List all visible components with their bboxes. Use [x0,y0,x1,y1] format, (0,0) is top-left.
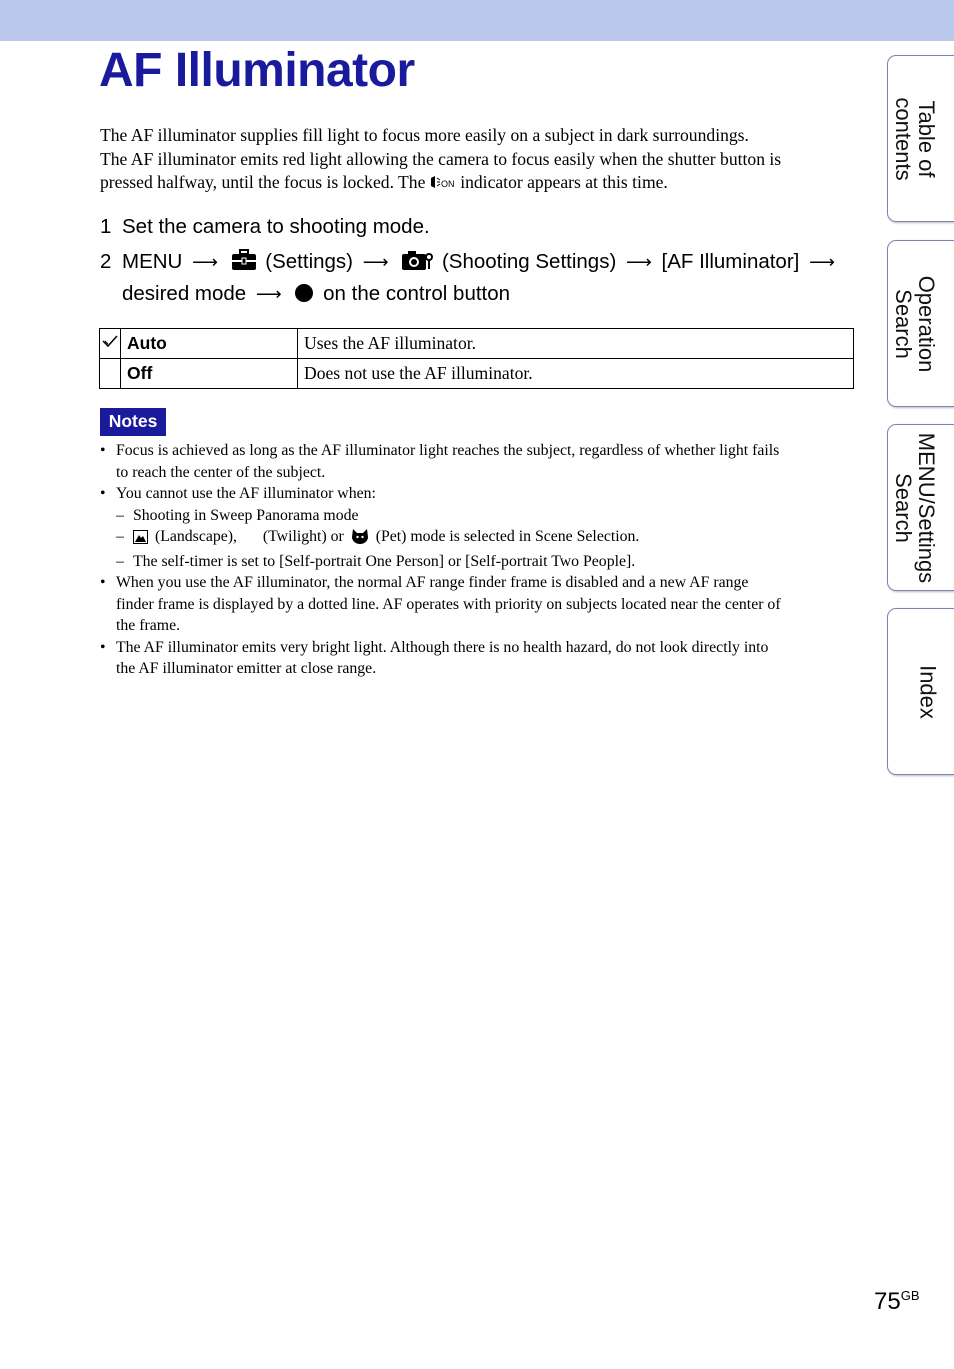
arrow-icon: ⟶ [362,252,389,272]
notes-list [100,440,854,680]
pet-icon [351,528,369,551]
option-description: Does not use the AF illuminator. [298,359,854,389]
page-title: AF Illuminator [99,44,415,97]
control-button-center-icon [294,282,314,311]
note-item: • You cannot use the AF illuminator when: [100,485,376,502]
step-number: 2 [100,250,112,273]
tab-label: Table of contents [891,96,939,181]
step-text [122,247,860,311]
step-2 [100,247,860,311]
twilight-moon-icon [244,529,256,551]
tab-label: MENU/Settings Search [891,432,939,583]
check-icon [102,335,118,352]
intro-text: pressed halfway, until the focus is locked. The [100,172,430,192]
step-1 [100,212,860,241]
tab-menu-settings-search[interactable] [887,424,954,591]
step-text: Set the camera to shooting mode. [122,215,430,238]
intro-text: indicator appears at this time. [455,172,668,192]
intro-line: The AF illuminator supplies fill light to focus more easily on a subject in dark surroundings. [100,125,749,145]
note-subitem: – The self-timer is set to [Self-portrait One Person] or [Self-portrait Two People]. [116,552,636,570]
mode-label: desired mode [122,282,247,305]
default-check-cell [100,329,121,359]
step-number: 1 [100,215,112,238]
arrow-icon: ⟶ [809,252,835,272]
shooting-settings-label: (Shooting Settings) [441,250,617,273]
menu-label: MENU [122,250,183,273]
control-label: on the control button [323,282,511,305]
tab-label: Index [915,664,941,719]
option-description: Uses the AF illuminator. [298,329,854,359]
notes-label: Notes [100,408,166,436]
note-subitem: – Shooting in Sweep Panorama mode [116,506,359,524]
intro-line [100,171,854,196]
tab-table-of-contents[interactable] [887,55,954,222]
check-cell [100,359,121,389]
note-item: • Focus is achieved as long as the AF illuminator light reaches the subject, regardless of whether light fails to reach the center of the subject. [100,442,780,481]
options-table [99,328,854,389]
note-item: • The AF illuminator emits very bright light. Although there is no health hazard, do not look directly into the AF illuminator emitter at close range. [100,638,769,677]
intro-paragraph [100,124,854,196]
arrow-icon: ⟶ [255,284,282,304]
option-name: Off [121,359,298,389]
table-row [100,329,854,359]
svg-text:ON: ON [440,179,455,190]
tab-index[interactable] [887,608,954,775]
tab-operation-search[interactable] [887,240,954,407]
settings-label: (Settings) [265,250,354,273]
toolbox-settings-icon [231,249,257,279]
tab-label: Operation Search [891,275,939,372]
note-item: • When you use the AF illuminator, the normal AF range finder frame is disabled and a new AF range finder frame is displayed by a dotted line. AF operates with priority on subjects located near the center of the frame. [100,574,781,634]
table-row [100,359,854,389]
arrow-icon: ⟶ [192,252,218,272]
menu-item-label: [AF Illuminator] [661,250,800,273]
arrow-icon: ⟶ [626,252,652,272]
intro-line: The AF illuminator emits red light allowing the camera to focus easily when the shutter button is [100,148,782,169]
camera-settings-icon [401,249,433,279]
header-band [0,0,954,41]
option-name: Auto [121,329,298,359]
page-number: $75^{GB}$ [874,1288,920,1315]
note-subitem: – (Landscape), (Twilight) or (Pet) mode is selected in Scene Selection. [100,526,854,551]
af-illuminator-on-icon [430,172,456,196]
landscape-icon [133,529,148,551]
